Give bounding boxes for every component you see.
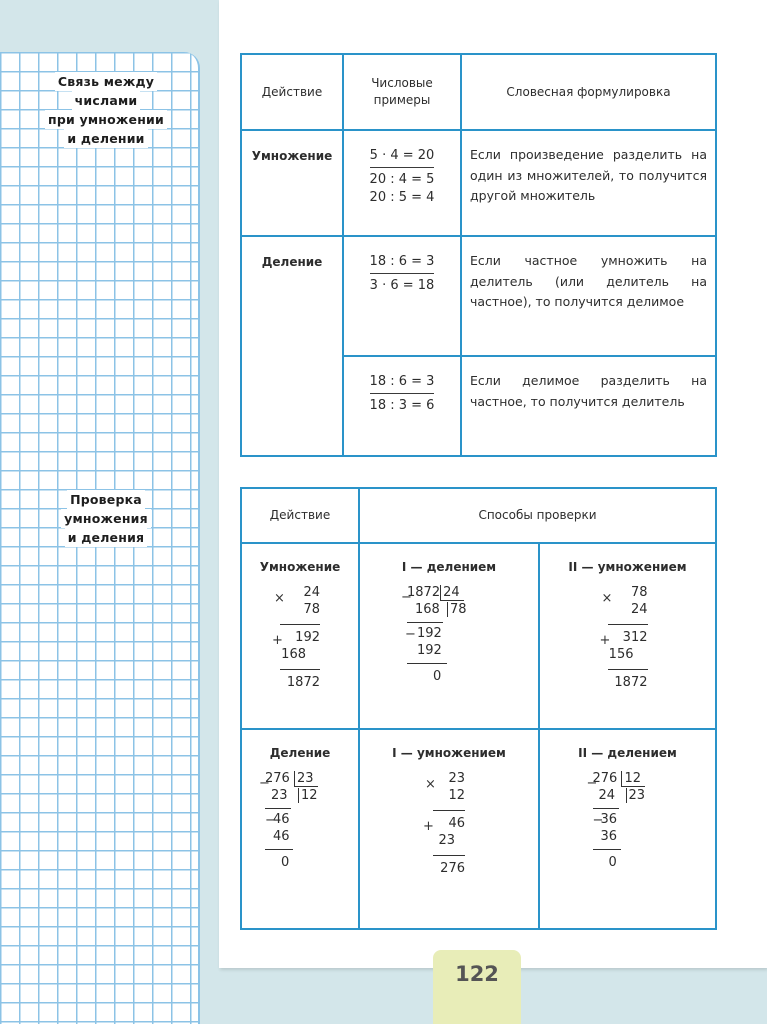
col-header-rule: Словесная формулировка — [461, 54, 716, 130]
example-main: 18 : 6 = 3 — [370, 253, 435, 274]
table-row — [241, 130, 716, 236]
partial-product: 46 — [448, 816, 465, 831]
quotient: 12 — [298, 788, 318, 803]
example-derived: 20 : 4 = 5 — [369, 172, 435, 187]
long-division — [401, 584, 491, 685]
minus-sign: − — [592, 813, 604, 828]
plus-sign: + — [272, 633, 283, 648]
heading-line: умножения — [61, 509, 151, 528]
section-heading-relation — [22, 72, 190, 148]
factor: 12 — [433, 787, 465, 811]
row-action: Деление — [241, 236, 343, 456]
table-header-row — [241, 488, 716, 543]
minus-sign: − — [265, 813, 276, 828]
heading-line: Связь между — [55, 72, 157, 91]
minus-sign: − — [401, 590, 412, 605]
cell-check-method-1 — [359, 543, 539, 729]
heading-line: Проверка — [67, 490, 145, 509]
partial-product: 192 — [295, 630, 320, 645]
subtrahend: 46 — [265, 828, 293, 850]
example-main: 18 : 6 = 3 — [370, 373, 435, 394]
method-label: II — делением — [578, 746, 677, 760]
col-header-examples: Числовые примеры — [343, 54, 461, 130]
times-sign: × — [425, 777, 436, 792]
factor: 78 — [280, 601, 320, 625]
partial-product: 312 — [622, 630, 648, 645]
remainder-step: 192 — [417, 626, 442, 641]
dividend: 276 — [592, 771, 618, 786]
long-division — [586, 770, 663, 871]
partial-product: 168 — [280, 646, 320, 670]
heading-line: и деления — [65, 528, 148, 547]
remainder: 0 — [608, 855, 617, 870]
dividend: 276 — [265, 771, 290, 786]
col-header-methods: Способы проверки — [359, 488, 716, 543]
heading-line: числами — [72, 91, 141, 110]
cell-multiplication — [241, 543, 359, 729]
factor: 23 — [448, 771, 465, 786]
minus-sign: − — [405, 627, 416, 642]
check-table — [240, 487, 717, 930]
minus-sign: − — [586, 776, 598, 791]
subtrahend: 192 — [407, 642, 447, 664]
cell-division — [241, 729, 359, 929]
partial-product: 156 — [608, 646, 648, 670]
plus-sign: + — [599, 633, 611, 648]
row-action: Деление — [269, 746, 331, 760]
quotient: 78 — [447, 602, 467, 617]
row-rule: Если делимое разделить на частное, то получится делитель — [461, 356, 716, 456]
subtrahend: 168 — [407, 601, 443, 623]
row-action: Умножение — [259, 560, 341, 574]
remainder-step: 36 — [600, 812, 618, 827]
factor: 24 — [608, 601, 648, 625]
partial-product: 23 — [433, 832, 465, 856]
factor: 24 — [303, 585, 320, 600]
table-header-row — [241, 54, 716, 130]
example-derived: 3 · 6 = 18 — [369, 278, 435, 293]
row-rule: Если произведение разделить на один из множителей, то получится другой множитель — [461, 130, 716, 236]
remainder: 0 — [281, 855, 290, 870]
example-main: 5 · 4 = 20 — [370, 147, 435, 168]
heading-line: и делении — [64, 129, 147, 148]
col-header-action: Действие — [241, 54, 343, 130]
row-examples — [343, 356, 461, 456]
table-row — [241, 729, 716, 929]
product: 1872 — [614, 675, 648, 690]
cell-check-method-2 — [539, 729, 716, 929]
example-derived: 20 : 5 = 4 — [369, 190, 435, 205]
product: 276 — [440, 861, 465, 876]
table-row — [241, 543, 716, 729]
times-sign: × — [274, 591, 285, 606]
minus-sign: − — [259, 776, 270, 791]
subtrahend: 36 — [593, 828, 621, 850]
example-derived: 18 : 3 = 6 — [369, 398, 435, 413]
plus-sign: + — [423, 819, 434, 834]
times-sign: × — [601, 591, 613, 606]
row-examples — [343, 130, 461, 236]
col-header-action: Действие — [241, 488, 359, 543]
factor: 78 — [630, 585, 648, 600]
cell-check-method-2 — [539, 543, 716, 729]
page-number: 122 — [433, 950, 521, 1024]
quotient: 23 — [626, 788, 646, 803]
method-label: I — умножением — [392, 746, 506, 760]
divisor: 24 — [440, 585, 464, 601]
dividend: 1872 — [407, 585, 441, 600]
product: 1872 — [286, 675, 320, 690]
cell-check-method-1 — [359, 729, 539, 929]
table-row — [241, 236, 716, 356]
row-examples — [343, 236, 461, 356]
divisor: 23 — [294, 771, 318, 787]
relation-table — [240, 53, 717, 457]
column-multiplication — [272, 584, 320, 691]
row-action: Умножение — [241, 130, 343, 236]
method-label: I — делением — [401, 560, 497, 574]
subtrahend: 23 — [265, 787, 291, 809]
remainder: 0 — [433, 669, 442, 684]
remainder-step: 46 — [273, 812, 290, 827]
column-multiplication — [423, 770, 465, 877]
section-heading-check — [22, 490, 190, 547]
column-multiplication — [599, 584, 648, 691]
subtrahend: 24 — [593, 787, 619, 809]
long-division — [259, 770, 335, 871]
heading-line: при умножении — [45, 110, 167, 129]
method-label: II — умножением — [568, 560, 687, 574]
divisor: 12 — [621, 771, 645, 787]
row-rule: Если частное умножить на делитель (или делитель на частное), то получится делимое — [461, 236, 716, 356]
